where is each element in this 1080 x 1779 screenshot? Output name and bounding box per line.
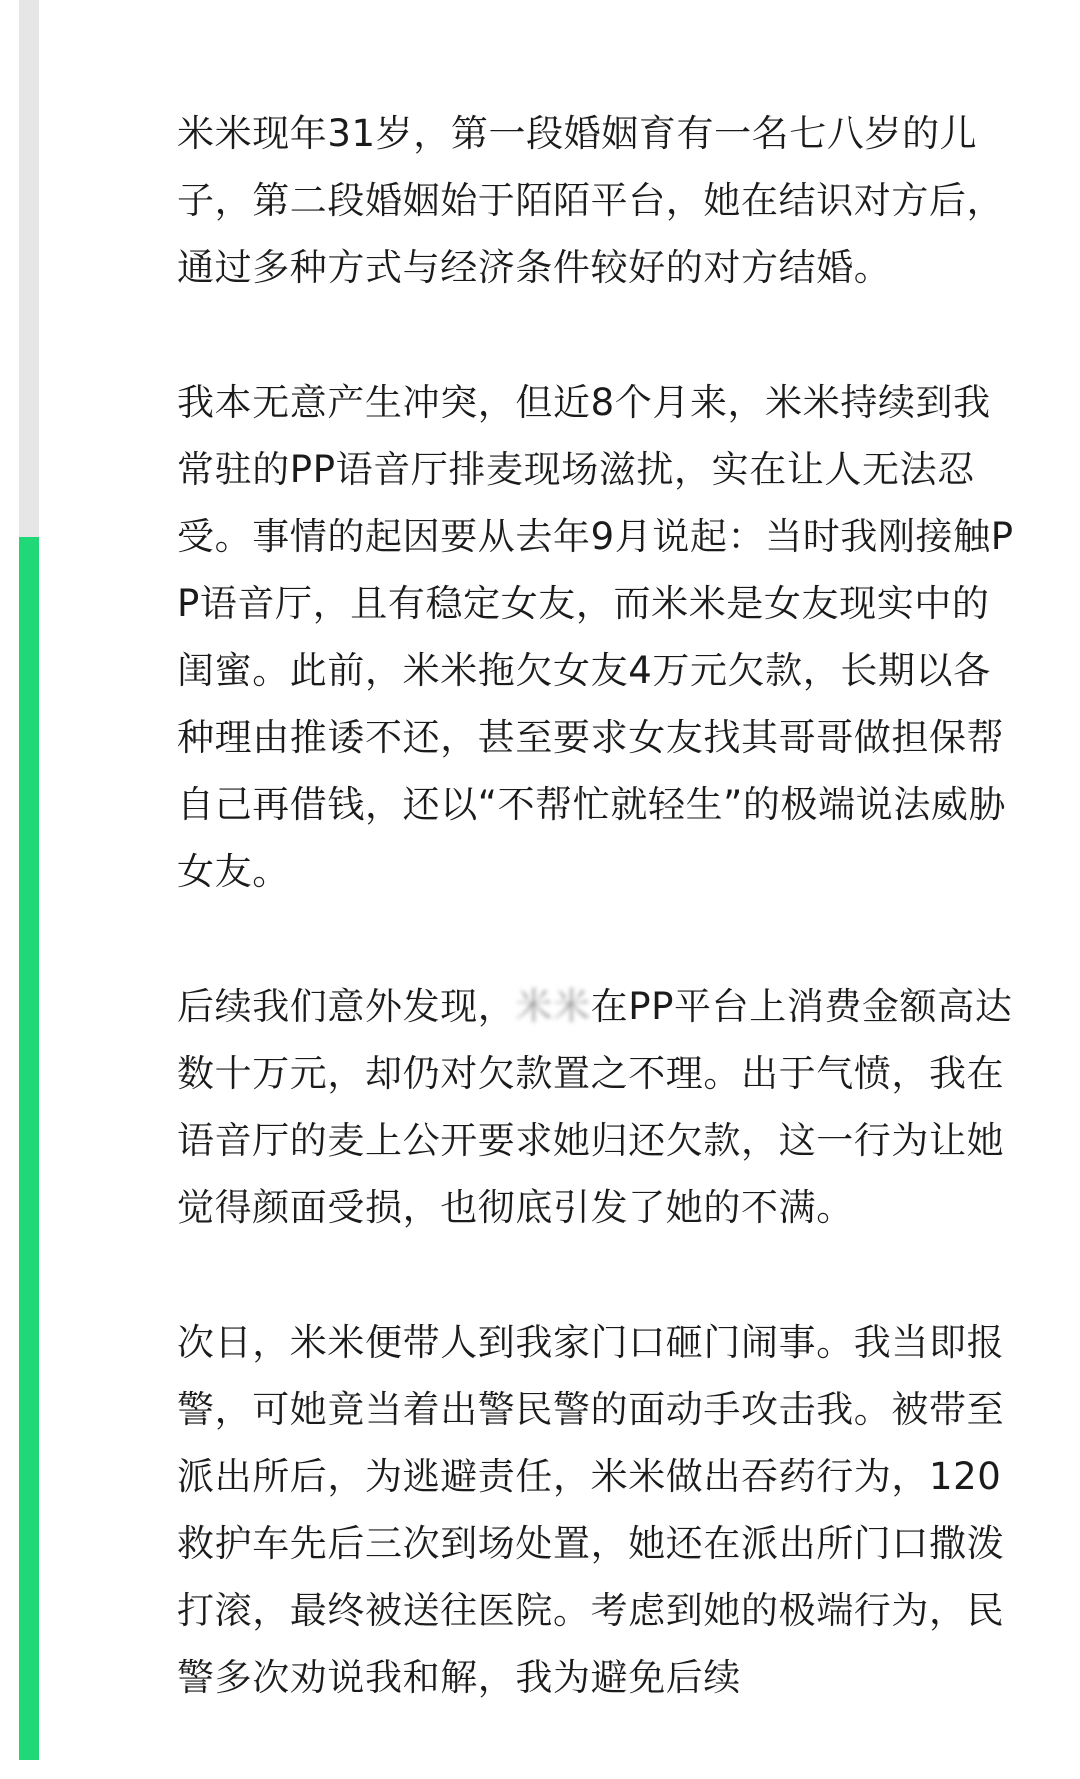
paragraph-conflict-origin: 我本无意产生冲突，但近8个月来，米米持续到我常驻的PP语音厅排麦现场滋扰，实在让人无法忍受。事情的起因要从去年9月说起：当时我刚接触PP语音厅，且有稳定女友，而米米是女友现实中的闺蜜。此前，米米拖欠女友4万元欠款，长期以各种理由推诿不还，甚至要求女友找其哥哥做担保帮自己再借钱，还以“不帮忙就轻生”的极端说法威胁女友。 [177, 381, 1014, 893]
scrollbar-track[interactable] [19, 0, 39, 1760]
paragraph-spending-discovery [177, 973, 1022, 1241]
article-content [177, 100, 1022, 1779]
paragraph-text-before-name: 后续我们意外发现， [177, 985, 516, 1028]
blurred-name: 米米 [515, 985, 591, 1028]
paragraph-text-after-name: 在PP平台上消费金额高达数十万元，却仍对欠款置之不理。出于气愤，我在语音厅的麦上公开要求她归还欠款，这一行为让她觉得颜面受损，也彻底引发了她的不满。 [177, 985, 1013, 1229]
paragraph-incident: 次日，米米便带人到我家门口砸门闹事。我当即报警，可她竟当着出警民警的面动手攻击我。被带至派出所后，为逃避责任，米米做出吞药行为，120救护车先后三次到场处置，她还在派出所门口撒泼打滚，最终被送往医院。考虑到她的极端行为，民警多次劝说我和解，我为避免后续 [177, 1321, 1005, 1699]
paragraph-background: 米米现年31岁，第一段婚姻育有一名七八岁的儿子，第二段婚姻始于陌陌平台，她在结识对方后，通过多种方式与经济条件较好的对方结婚。 [177, 112, 1005, 289]
scrollbar-thumb[interactable] [19, 537, 39, 1760]
